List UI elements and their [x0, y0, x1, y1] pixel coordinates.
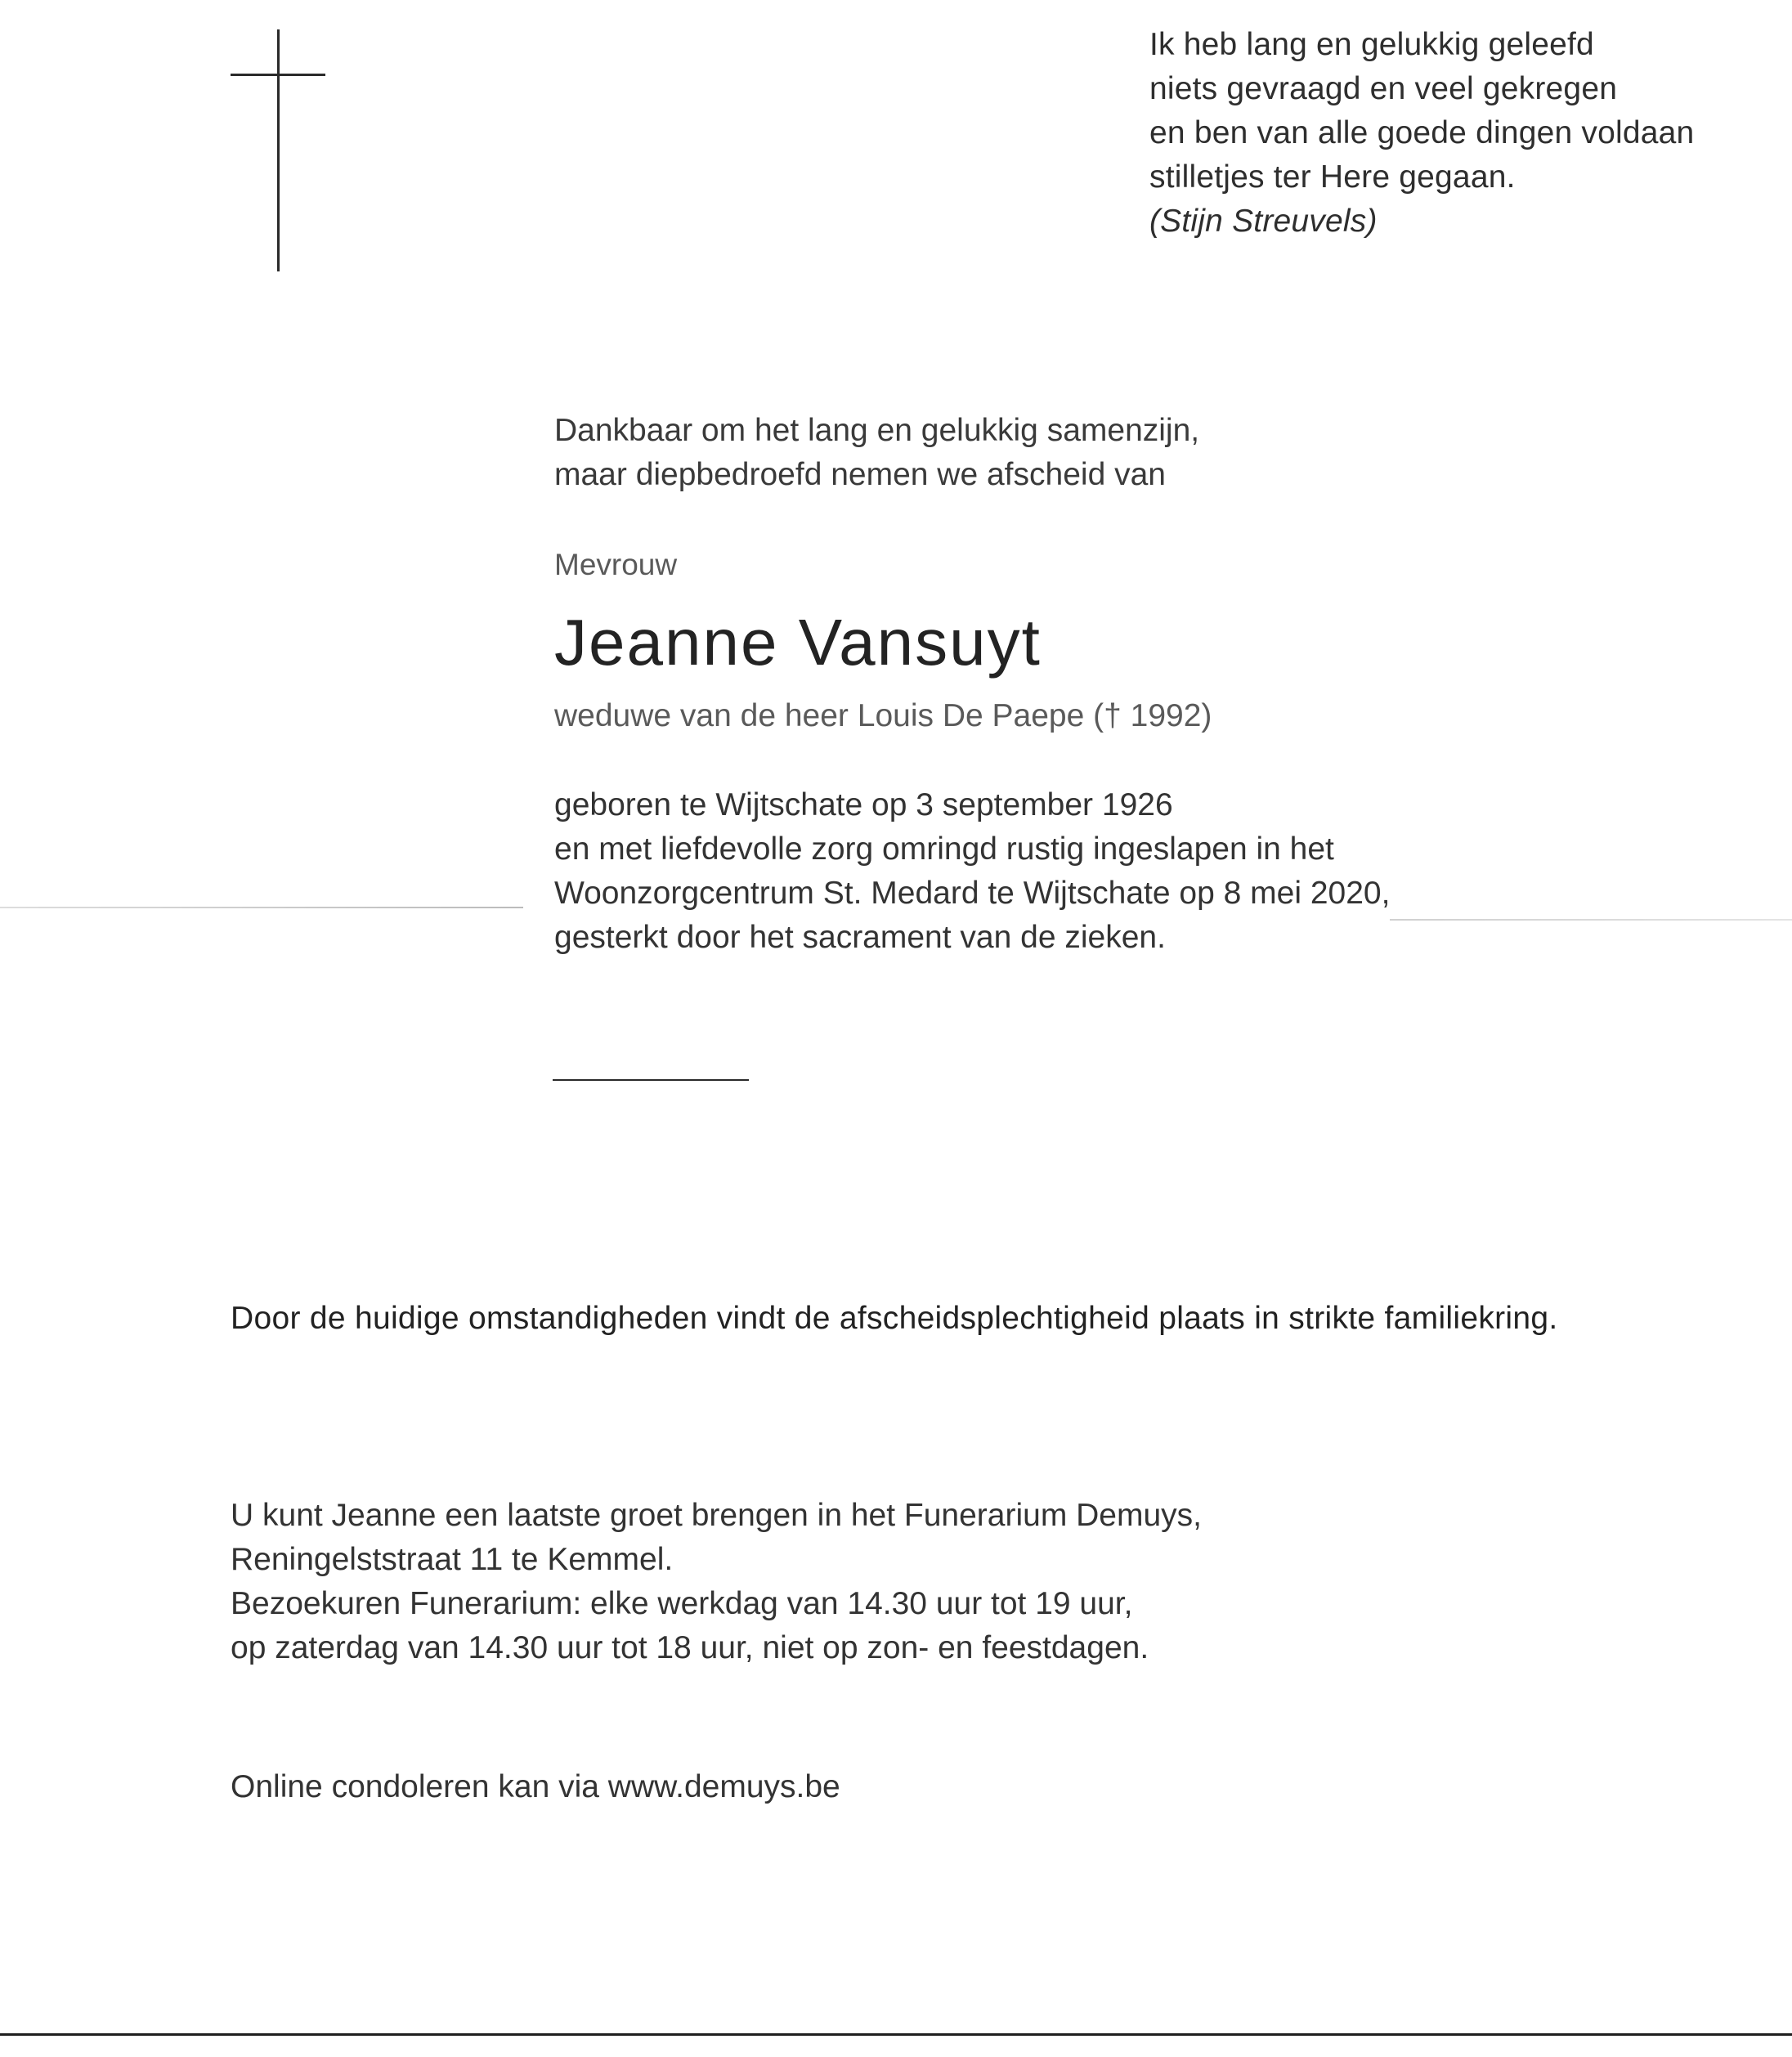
widow-of: weduwe van de heer Louis De Paepe († 1992)	[554, 698, 1212, 733]
fold-line-right	[1390, 919, 1792, 921]
visit-line: U kunt Jeanne een laatste groet brengen in het Funerarium Demuys,	[231, 1498, 1203, 1533]
life-details	[554, 783, 1454, 960]
poem-line: stilletjes ter Here gegaan.	[1149, 159, 1516, 195]
visit-line: Bezoekuren Funerarium: elke werkdag van 14.30 uur tot 19 uur,	[231, 1586, 1133, 1621]
honorific: Mevrouw	[554, 548, 678, 581]
poem-line: Ik heb lang en gelukkig geleefd	[1149, 27, 1594, 62]
deceased-name: Jeanne Vansuyt	[554, 606, 1042, 679]
cross-horizontal-bar	[231, 74, 325, 76]
ceremony-notice: Door de huidige omstandigheden vindt de afscheidsplechtigheid plaats in strikte familiekring.	[231, 1301, 1558, 1336]
details-line: Woonzorgcentrum St. Medard te Wijtschate op 8 mei 2020,	[554, 876, 1391, 911]
details-line: gesterkt door het sacrament van de zieken.	[554, 920, 1166, 955]
bottom-rule	[0, 2033, 1792, 2036]
details-line: geboren te Wijtschate op 3 september 1926	[554, 787, 1173, 822]
poem-line: niets gevraagd en veel gekregen	[1149, 71, 1618, 106]
poem-line: en ben van alle goede dingen voldaan	[1149, 115, 1695, 150]
poem	[1149, 23, 1722, 244]
fold-line-left	[0, 907, 523, 908]
separator-rule	[553, 1079, 749, 1081]
intro-text	[554, 409, 1454, 497]
visiting-info	[231, 1494, 1202, 1670]
visit-line: Reningelststraat 11 te Kemmel.	[231, 1542, 674, 1577]
intro-line: maar diepbedroefd nemen we afscheid van	[554, 457, 1166, 492]
cross-vertical-bar	[277, 29, 280, 271]
visit-line: op zaterdag van 14.30 uur tot 18 uur, niet op zon- en feestdagen.	[231, 1630, 1149, 1665]
poem-author: (Stijn Streuvels)	[1149, 204, 1378, 239]
online-condolences: Online condoleren kan via www.demuys.be	[231, 1769, 840, 1804]
intro-line: Dankbaar om het lang en gelukkig samenzijn,	[554, 413, 1200, 448]
details-line: en met liefdevolle zorg omringd rustig ingeslapen in het	[554, 831, 1334, 867]
